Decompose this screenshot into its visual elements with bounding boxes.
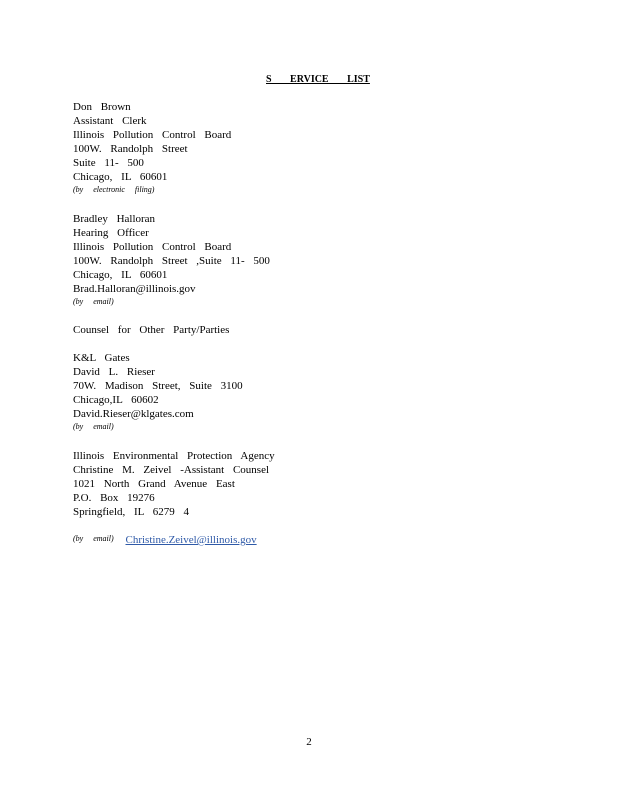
contact-name: Bradley Halloran (73, 213, 156, 225)
contact-name: David L. Rieser (73, 366, 155, 378)
contact-suite: Suite 11- 500 (73, 157, 144, 169)
contact-email-link[interactable]: Christine.Zeivel@illinois.gov (125, 534, 257, 546)
contact-po-box: P.O. Box 19276 (73, 492, 155, 504)
contact-street: 100W. Randolph Street ,Suite 11- 500 (73, 255, 270, 267)
contact-city: Chicago, IL 60601 (73, 171, 168, 183)
contact-title: Hearing Officer (73, 227, 149, 239)
service-method: (by electronic filing) (73, 185, 155, 194)
counsel-heading-block (73, 323, 229, 337)
contact-block-zeivel (73, 449, 275, 545)
contact-name: Don Brown (73, 101, 131, 113)
contact-block-rieser (73, 351, 243, 433)
contact-email: David.Rieser@klgates.com (73, 408, 194, 420)
contact-firm: K&L Gates (73, 352, 130, 364)
contact-name: Christine M. Zeivel -Assistant Counsel (73, 464, 270, 476)
counsel-heading: Counsel for Other Party/Parties (73, 324, 230, 336)
contact-block-halloran (73, 212, 270, 308)
contact-title: Assistant Clerk (73, 115, 147, 127)
contact-organization: Illinois Pollution Control Board (73, 241, 232, 253)
service-list-title: S ERVICE LIST (266, 74, 370, 85)
contact-city: Chicago, IL 60601 (73, 269, 168, 281)
contact-block-brown (73, 100, 231, 196)
service-method: (by email) (73, 534, 114, 543)
service-method: (by email) (73, 297, 114, 306)
contact-street: 100W. Randolph Street (73, 143, 188, 155)
service-method: (by email) (73, 422, 114, 431)
contact-organization: Illinois Pollution Control Board (73, 129, 232, 141)
contact-city: Springfield, IL 6279 4 (73, 506, 189, 518)
contact-street: 70W. Madison Street, Suite 3100 (73, 380, 243, 392)
contact-street: 1021 North Grand Avenue East (73, 478, 235, 490)
contact-organization: Illinois Environmental Protection Agency (73, 450, 275, 462)
contact-city: Chicago,IL 60602 (73, 394, 159, 406)
page-number: 2 (306, 736, 312, 748)
contact-email: Brad.Halloran@illinois.gov (73, 283, 196, 295)
